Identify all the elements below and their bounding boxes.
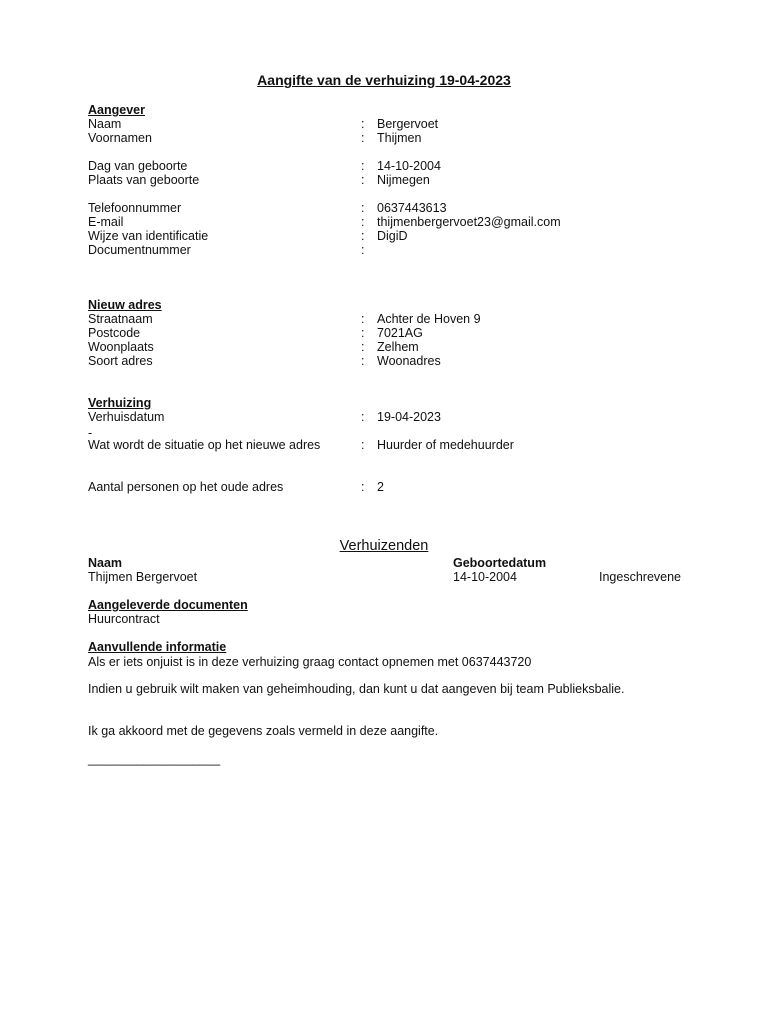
field-label: Telefoonnummer <box>88 201 182 215</box>
document-item: Huurcontract <box>88 612 160 626</box>
field-colon: : <box>361 354 365 368</box>
field-value: Huurder of medehuurder <box>377 438 514 452</box>
section-heading-verhuizing: Verhuizing <box>88 396 152 410</box>
document-title: Aangifte van de verhuizing 19-04-2023 <box>257 72 511 88</box>
field-value: Nijmegen <box>377 173 430 187</box>
field-label: E-mail <box>88 215 124 229</box>
person-status: Ingeschrevene <box>599 570 682 584</box>
field-colon: : <box>361 229 365 243</box>
field-colon: : <box>361 340 365 354</box>
section-heading-documenten: Aangeleverde documenten <box>88 598 248 612</box>
field-label: Aantal personen op het oude adres <box>88 480 284 494</box>
info-line: Indien u gebruik wilt maken van geheimhouding, dan kunt u dat aangeven bij team Publieksbalie. <box>88 682 625 696</box>
field-value: Woonadres <box>377 354 441 368</box>
column-header-geboortedatum: Geboortedatum <box>453 556 547 570</box>
field-colon: : <box>361 215 365 229</box>
section-heading-nieuw-adres: Nieuw adres <box>88 298 162 312</box>
field-label: Dag van geboorte <box>88 159 188 173</box>
field-label: Straatnaam <box>88 312 153 326</box>
section-heading-verhuizenden: Verhuizenden <box>339 538 429 554</box>
field-value: Achter de Hoven 9 <box>377 312 481 326</box>
field-value: Bergervoet <box>377 117 439 131</box>
field-colon: : <box>361 117 365 131</box>
person-birthdate: 14-10-2004 <box>453 570 517 584</box>
section-heading-aangever: Aangever <box>88 103 145 117</box>
field-colon: : <box>361 131 365 145</box>
signature-line: ___________________ <box>88 752 221 766</box>
field-value: Zelhem <box>377 340 419 354</box>
field-value: 7021AG <box>377 326 423 340</box>
field-colon: : <box>361 410 365 424</box>
section-heading-aanvullend: Aanvullende informatie <box>88 640 227 654</box>
field-colon: : <box>361 201 365 215</box>
field-colon: : <box>361 326 365 340</box>
field-label: Plaats van geboorte <box>88 173 200 187</box>
field-label: Naam <box>88 117 122 131</box>
field-value: 0637443613 <box>377 201 447 215</box>
field-colon: : <box>361 438 365 452</box>
field-label: Wijze van identificatie <box>88 229 209 243</box>
field-value: 14-10-2004 <box>377 159 441 173</box>
field-label: Documentnummer <box>88 243 191 257</box>
field-label: Postcode <box>88 326 141 340</box>
field-value: 2 <box>377 480 384 494</box>
field-value: Thijmen <box>377 131 422 145</box>
person-name: Thijmen Bergervoet <box>88 570 198 584</box>
info-line: Als er iets onjuist is in deze verhuizing graag contact opnemen met 0637443720 <box>88 655 532 669</box>
field-value: DigiD <box>377 229 408 243</box>
field-label: Verhuisdatum <box>88 410 165 424</box>
field-label: Soort adres <box>88 354 153 368</box>
field-colon: : <box>361 243 365 257</box>
stray-mark: - <box>88 426 93 440</box>
field-colon: : <box>361 312 365 326</box>
field-label: Wat wordt de situatie op het nieuwe adres <box>88 438 321 452</box>
column-header-naam: Naam <box>88 556 123 570</box>
field-colon: : <box>361 159 365 173</box>
field-label: Woonplaats <box>88 340 154 354</box>
agreement-text: Ik ga akkoord met de gegevens zoals vermeld in deze aangifte. <box>88 724 439 738</box>
field-label: Voornamen <box>88 131 152 145</box>
field-value: 19-04-2023 <box>377 410 441 424</box>
field-colon: : <box>361 480 365 494</box>
field-value: thijmenbergervoet23@gmail.com <box>377 215 561 229</box>
field-colon: : <box>361 173 365 187</box>
